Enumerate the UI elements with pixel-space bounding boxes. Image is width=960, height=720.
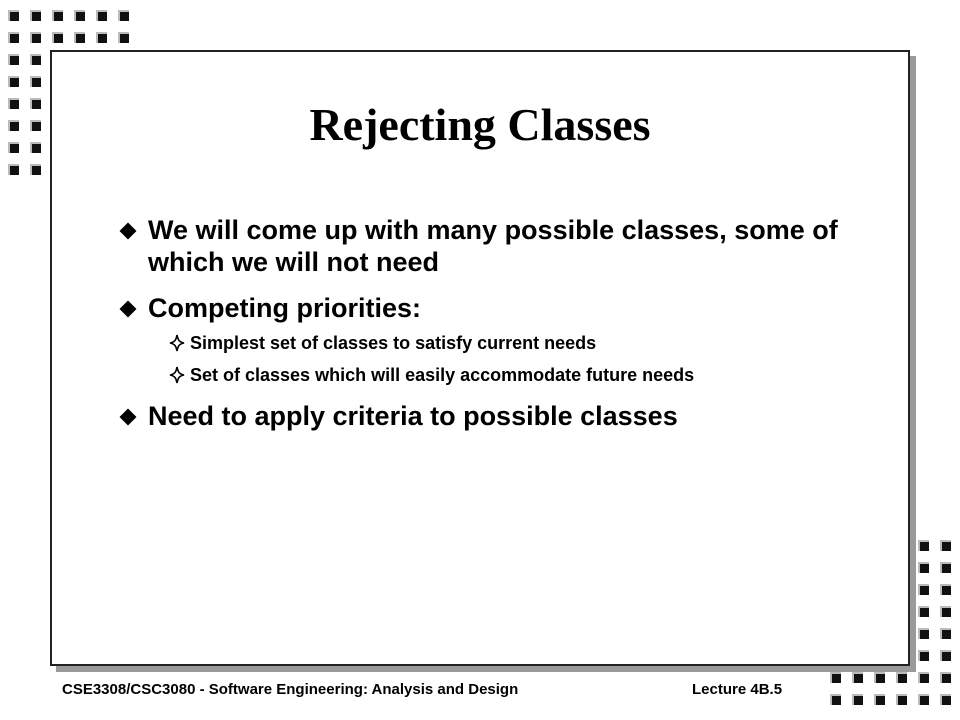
deco-square: [918, 628, 929, 639]
sub-bullet-list: [148, 332, 860, 386]
four-point-star-bullet-icon: [168, 364, 186, 386]
deco-square: [8, 76, 19, 87]
diamond-bullet-icon: [120, 301, 137, 318]
bullet-text: Competing priorities:: [148, 293, 422, 323]
deco-square: [8, 32, 19, 43]
bullet-item: [120, 292, 860, 386]
deco-square: [918, 540, 929, 551]
deco-square: [940, 672, 951, 683]
deco-square: [96, 10, 107, 21]
bullet-item: [120, 214, 860, 278]
bullet-text: We will come up with many possible classes, some of which we will not need: [148, 215, 838, 277]
deco-square: [940, 584, 951, 595]
deco-square: [8, 142, 19, 153]
deco-square: [30, 32, 41, 43]
deco-square: [940, 606, 951, 617]
deco-square: [874, 672, 885, 683]
deco-square: [74, 32, 85, 43]
bullet-text: Need to apply criteria to possible classes: [148, 401, 678, 431]
deco-square: [30, 164, 41, 175]
deco-square: [52, 32, 63, 43]
deco-square: [940, 694, 951, 705]
bullet-item: [120, 400, 860, 432]
deco-square: [918, 672, 929, 683]
deco-square: [30, 142, 41, 153]
deco-square: [918, 606, 929, 617]
deco-square: [8, 54, 19, 65]
sub-bullet-item: [148, 364, 860, 386]
deco-square: [918, 650, 929, 661]
deco-square: [940, 562, 951, 573]
deco-square: [918, 584, 929, 595]
deco-square: [8, 10, 19, 21]
deco-square: [940, 650, 951, 661]
deco-square: [30, 54, 41, 65]
deco-square: [852, 694, 863, 705]
diamond-bullet-icon: [120, 223, 137, 240]
deco-square: [30, 98, 41, 109]
deco-square: [118, 10, 129, 21]
slide-title: Rejecting Classes: [309, 99, 651, 150]
sub-bullet-text: Set of classes which will easily accommodate future needs: [190, 365, 695, 385]
deco-square: [918, 694, 929, 705]
deco-square: [940, 628, 951, 639]
deco-square: [52, 10, 63, 21]
deco-square: [830, 672, 841, 683]
diamond-bullet-icon: [120, 409, 137, 426]
footer-lecture: Lecture 4B.5: [692, 681, 783, 698]
bullet-list: [120, 214, 860, 446]
sub-bullet-text: Simplest set of classes to satisfy current needs: [190, 333, 597, 353]
deco-square: [30, 76, 41, 87]
deco-square: [8, 164, 19, 175]
footer-course: CSE3308/CSC3080 - Software Engineering: Analysis and Design: [62, 681, 519, 698]
sub-bullet-item: [148, 332, 860, 354]
deco-square: [30, 10, 41, 21]
deco-square: [8, 120, 19, 131]
slide-panel: [50, 50, 910, 666]
deco-square: [896, 694, 907, 705]
deco-square: [30, 120, 41, 131]
deco-square: [940, 540, 951, 551]
deco-square: [896, 672, 907, 683]
deco-square: [8, 98, 19, 109]
deco-square: [118, 32, 129, 43]
deco-square: [96, 32, 107, 43]
deco-square: [874, 694, 885, 705]
deco-square: [918, 562, 929, 573]
deco-square: [74, 10, 85, 21]
deco-square: [830, 694, 841, 705]
deco-square: [852, 672, 863, 683]
four-point-star-bullet-icon: [168, 332, 186, 354]
